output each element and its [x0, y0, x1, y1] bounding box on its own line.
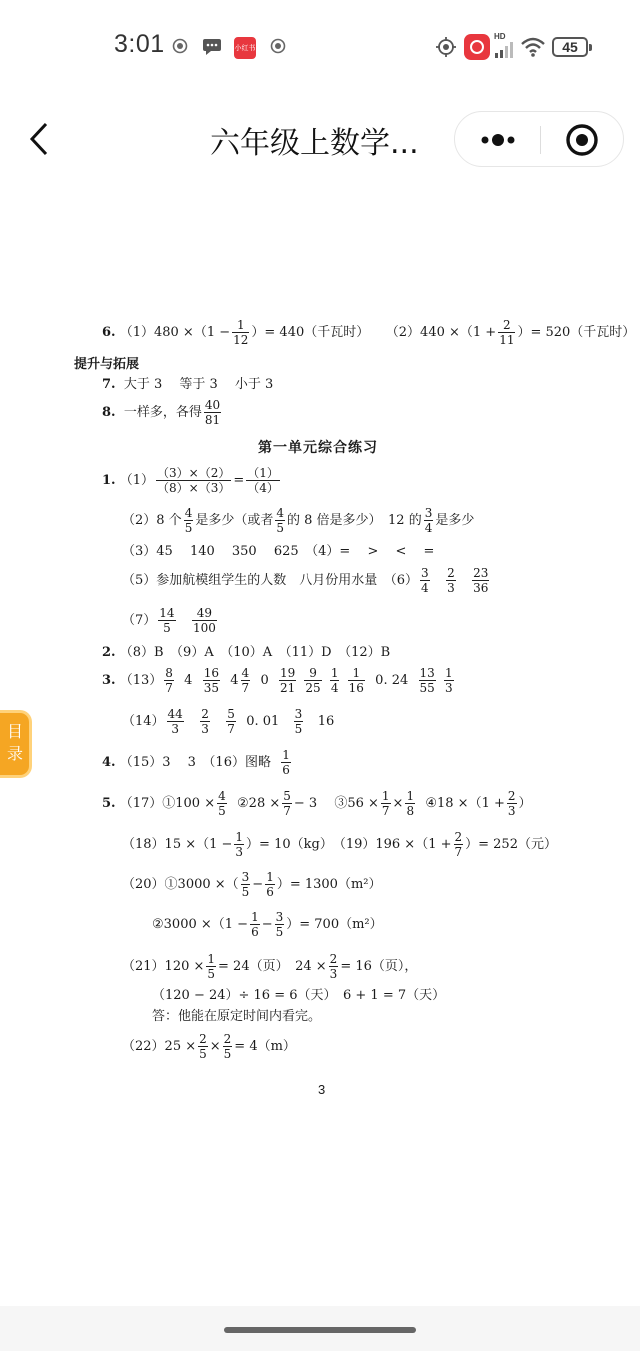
fraction: $\frac{14}{5}$ [159, 606, 175, 635]
fraction: $\frac{1}{8}$ [406, 789, 415, 818]
fraction: $\frac{1}{7}$ [381, 789, 390, 818]
q6-b-rest: ）= 520（千瓦时） [517, 325, 636, 340]
hd-label: HD [494, 32, 506, 41]
q7-line: 7. 大于 3 等于 3 小于 3 [102, 377, 274, 392]
fraction: $\frac{40}{81}$ [204, 398, 221, 427]
fraction: $\frac{(1)}{(4)}$ [247, 466, 279, 495]
q6-number: 6. [102, 325, 116, 340]
q8-text: 一样多，各得 [123, 405, 202, 420]
s1-line-4: （5）参加航模组学生的人数 八月份用水量 （6） $\frac{3}{4}$ $\frac{2}{3}$ $\frac{23}{36}$ [122, 566, 489, 595]
fraction: $\frac{4}{5}$ [184, 506, 193, 535]
s5-line-7: 答：他能在原定时间内看完。 [152, 1009, 322, 1024]
s5-line-2: （18）15 ×（1 − $\frac{1}{3}$ ）= 10（kg） （19）196 ×（1 + $\frac{2}{7}$ ）= 252（元） [122, 830, 557, 859]
s1-line-3: （3）45 140 350 625 （4）= > < = [122, 544, 435, 559]
fraction: $\frac{1}{3}$ [444, 666, 453, 695]
fraction: $\frac{1}{5}$ [207, 952, 216, 981]
q6-b: （2）440 ×（1 + [385, 325, 497, 340]
fraction: $\frac{2}{3}$ [201, 707, 209, 736]
fraction: $\frac{1}{6}$ [266, 870, 274, 899]
fraction: $\frac{4}{5}$ [218, 789, 226, 818]
fraction: $\frac{1}{6}$ [282, 748, 290, 777]
fraction: $\frac{2}{5}$ [199, 1032, 207, 1061]
more-dots-icon[interactable] [479, 130, 517, 150]
fraction: $\frac{49}{100}$ [192, 606, 216, 635]
home-indicator[interactable] [224, 1327, 416, 1333]
status-bar [0, 0, 640, 90]
fraction: $\frac{3}{5}$ [294, 707, 303, 736]
capsule-divider [540, 126, 541, 154]
table-of-contents-tab[interactable] [0, 710, 32, 778]
fraction: $\frac{1}{6}$ [251, 910, 259, 939]
q8-line: 8. 一样多，各得 $\frac{40}{81}$ [102, 398, 221, 427]
fraction: $\frac{9}{25}$ [305, 666, 321, 695]
fraction: $\frac{2}{3}$ [329, 952, 338, 981]
s5-line-1: 5. （17）①100 × $\frac{4}{5}$ ②28 × $\frac{5}{7}$ − 3 ③56 × $\frac{1}{7}$ × $\frac{1}{8}$ ④18 ×（1 + $\frac{2}{3}$ ） [102, 789, 532, 818]
mini-program-capsule [454, 111, 624, 167]
s1-line-5: （7） $\frac{14}{5}$ $\frac{49}{100}$ [122, 606, 216, 635]
chevron-left-icon[interactable] [28, 122, 50, 156]
fraction: $\frac{5}{7}$ [227, 707, 235, 736]
page-title: 六年级上数学... [210, 126, 419, 161]
s2-line: 2. （8）B （9）A （10）A （11）D （12）B [102, 645, 391, 660]
location-icon [436, 37, 456, 57]
fraction: $\frac{2}{5}$ [223, 1032, 232, 1061]
s3-line-2: （14） $\frac{44}{3}$ $\frac{2}{3}$ $\frac{5}{7}$ 0. 01 $\frac{3}{5}$ 16 [122, 707, 335, 736]
s5-line-3: （20）①3000 ×（ $\frac{3}{5}$ − $\frac{1}{6}$ ）= 1300（m²） [122, 870, 382, 899]
fraction: $\frac{1}{3}$ [235, 830, 244, 859]
message-icon [202, 38, 222, 56]
fraction: $\frac{2}{11}$ [499, 318, 515, 347]
q6-line [102, 318, 635, 347]
unit-heading: 第一单元综合练习 [258, 440, 378, 456]
fraction: $\frac{4}{5}$ [276, 506, 284, 535]
xiaohongshu-app-icon: 小红书 [234, 37, 256, 59]
fraction: $\frac{1}{4}$ [330, 666, 339, 695]
s1-line-2: （2）8 个 $\frac{4}{5}$ 是多少（或者 $\frac{4}{5}$ 的 8 倍是多少） 12 的 $\frac{3}{4}$ 是多少 [122, 506, 475, 535]
fraction: $\frac{16}{35}$ [203, 666, 219, 695]
signal-icon [494, 42, 514, 58]
fraction: $\frac{19}{21}$ [280, 666, 296, 695]
fraction: $\frac{23}{36}$ [473, 566, 489, 595]
target-close-icon[interactable] [565, 123, 599, 157]
s5-line-8: （22）25 × $\frac{2}{5}$ × $\frac{2}{5}$ = 4（m） [122, 1032, 296, 1061]
page-number: 3 [318, 1082, 326, 1097]
fraction: $\frac{3}{4}$ [421, 566, 429, 595]
fraction: $\frac{1}{12}$ [233, 318, 249, 347]
fraction: $\frac{1}{16}$ [348, 666, 364, 695]
q6-a-rest: ）= 440（千瓦时） [251, 325, 370, 340]
fraction: $\frac{3}{5}$ [275, 910, 284, 939]
battery-indicator: 45 [552, 37, 588, 57]
fraction: $\frac{2}{7}$ [454, 830, 463, 859]
wifi-icon [520, 37, 546, 57]
record-icon-2 [270, 38, 286, 54]
fraction: $\frac{8}{7}$ [165, 666, 173, 695]
fraction: $\frac{5}{7}$ [283, 789, 291, 818]
fraction: $\frac{13}{55}$ [419, 666, 435, 695]
fraction: $\frac{44}{3}$ [167, 707, 183, 736]
s5-line-5: （21）120 × $\frac{1}{5}$ = 24（页） 24 × $\frac{2}{3}$ = 16（页）， [122, 952, 418, 981]
q7-text: 大于 3 等于 3 小于 3 [123, 377, 274, 392]
s4-line: 4. （15）3 3 （16）图略 $\frac{1}{6}$ [102, 748, 290, 777]
status-time: 3:01 [114, 30, 165, 58]
screen-record-icon [464, 34, 490, 60]
fraction: $\frac{(3)\times(2)}{(8)\times(3)}$ [157, 466, 231, 495]
fraction: $\frac{3}{4}$ [424, 506, 433, 535]
fraction: $\frac{3}{5}$ [241, 870, 250, 899]
record-icon [172, 38, 188, 54]
s5-line-6: （120 − 24）÷ 16 = 6（天） 6 + 1 = 7（天） [152, 988, 446, 1003]
fraction: $\frac{2}{3}$ [507, 789, 516, 818]
s5-line-4: ②3000 ×（1 − $\frac{1}{6}$ − $\frac{3}{5}$ ）= 700（m²） [152, 910, 383, 939]
toc-label: 目录 [6, 722, 23, 763]
section-title: 提升与拓展 [74, 357, 140, 372]
fraction: $\frac{4}{7}$ [241, 666, 250, 695]
s3-line-1: 3. （13） $\frac{8}{7}$ 4 $\frac{16}{35}$ 4 $\frac{4}{7}$ 0 $\frac{19}{21}$ $\frac{9}{25}$ $\frac{1}{4}$ $\frac{1}{16}$ 0. 24 $\frac{13}{55}$ $\frac{1}{3}$ [102, 666, 453, 695]
fraction: $\frac{2}{3}$ [447, 566, 455, 595]
q6-a: （1）480 ×（1 − [119, 325, 231, 340]
s1-line-1: 1. （1） $\frac{(3)\times(2)}{(8)\times(3)}$ = $\frac{(1)}{(4)}$ [102, 466, 279, 495]
